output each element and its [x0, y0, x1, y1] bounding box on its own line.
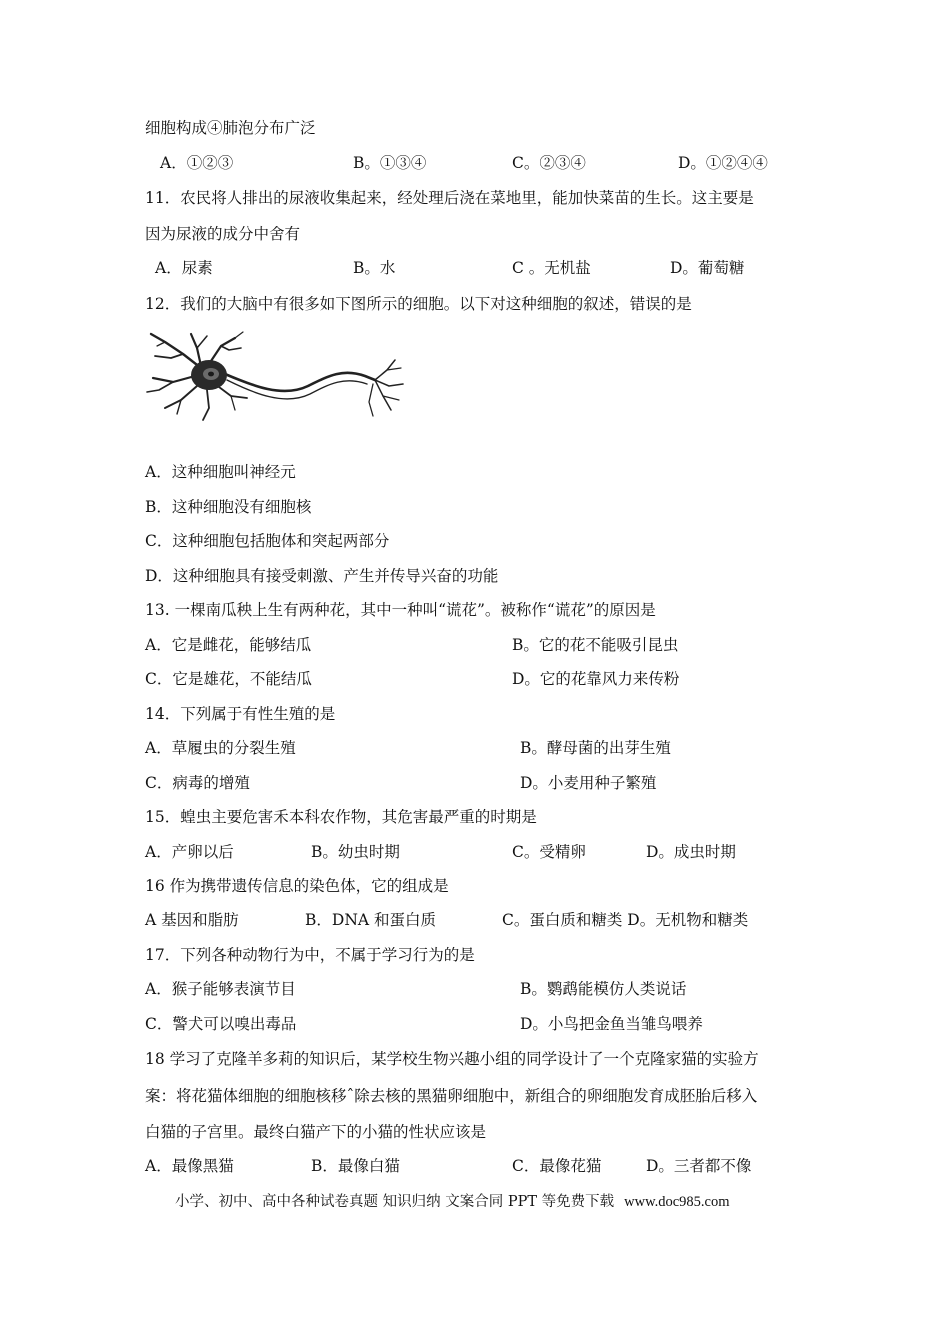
q16-stem: 16 作为携带遗传信息的染色体，它的组成是 [145, 877, 449, 895]
q10-option-d: D。①②④④ [678, 154, 768, 172]
q16-option-a: A 基因和脂肪 [145, 911, 239, 929]
q17-option-d: D。小鸟把金鱼当雏鸟喂养 [520, 1015, 703, 1033]
q14-stem: 14．下列属于有性生殖的是 [145, 705, 336, 723]
q17-option-b: B。鹦鹉能模仿人类说话 [520, 980, 687, 998]
q15-stem: 15．蝗虫主要危害禾本科农作物，其危害最严重的时期是 [145, 808, 537, 826]
q12-option-d: D．这种细胞具有接受刺激、产生并传导兴奋的功能 [145, 567, 499, 585]
q10-option-c: C。②③④ [512, 154, 586, 172]
q12-option-a: A．这种细胞叫神经元 [145, 463, 296, 481]
q14-option-d: D。小麦用种子繁殖 [520, 774, 657, 792]
q17-option-a: A．猴子能够表演节目 [145, 980, 296, 998]
q18-stem-line3: 白猫的子宫里。最终白猫产下的小猫的性状应该是 [145, 1123, 487, 1141]
q13-option-a: A．它是雌花，能够结瓜 [145, 636, 312, 654]
q18-option-a: A．最像黑猫 [145, 1157, 234, 1175]
q14-option-c: C．病毒的增殖 [145, 774, 250, 792]
q18-option-b: B．最像白猫 [311, 1157, 400, 1175]
q15-option-b: B。幼虫时期 [311, 843, 400, 861]
footer-text: 小学、初中、高中各种试卷真题 知识归纳 文案合同 PPT 等免费下载 [175, 1194, 615, 1210]
q15-option-c: C。受精卵 [512, 843, 586, 861]
q18-option-d: D。三者都不像 [646, 1157, 752, 1175]
q13-option-d: D。它的花靠风力来传粉 [512, 670, 680, 688]
q12-option-c: C．这种细胞包括胞体和突起两部分 [145, 532, 390, 550]
q16-option-cd: C。蛋白质和糖类 D。无机物和糖类 [502, 911, 749, 929]
q18-stem-line1: 18 学习了克隆羊多莉的知识后，某学校生物兴趣小组的同学设计了一个克隆家猫的实验方 [145, 1050, 759, 1068]
q11-option-d: D。葡萄糖 [670, 259, 745, 277]
q10-tail-text: 细胞构成④肺泡分布广泛 [145, 119, 316, 137]
q13-stem: 13. 一棵南瓜秧上生有两种花，其中一种叫“谎花”。被称作“谎花”的原因是 [145, 601, 656, 619]
q11-option-a: A．尿素 [155, 259, 213, 277]
q14-option-b: B。酵母菌的出芽生殖 [520, 739, 671, 757]
q13-option-c: C．它是雄花，不能结瓜 [145, 670, 312, 688]
q15-option-d: D。成虫时期 [646, 843, 736, 861]
q18-option-c: C．最像花猫 [512, 1157, 602, 1175]
footer-url[interactable]: www.doc985.com [624, 1194, 730, 1210]
q10-option-b: B。①③④ [353, 154, 427, 172]
q10-option-a: A．①②③ [160, 154, 234, 172]
q17-option-c: C．警犬可以嗅出毒品 [145, 1015, 297, 1033]
q18-stem-line2: 案：将花猫体细胞的细胞核移ˆ除去核的黑猫卵细胞中，新组合的卵细胞发育成胚胎后移入 [145, 1087, 758, 1105]
q14-option-a: A．草履虫的分裂生殖 [145, 739, 296, 757]
q13-option-b: B。它的花不能吸引昆虫 [512, 636, 679, 654]
q15-option-a: A．产卵以后 [145, 843, 234, 861]
page-footer [175, 1192, 730, 1212]
q12-stem: 12．我们的大脑中有很多如下图所示的细胞。以下对这种细胞的叙述，错误的是 [145, 295, 692, 313]
q11-option-b: B。水 [353, 259, 396, 277]
q16-option-b: B．DNA 和蛋白质 [305, 911, 437, 929]
q11-option-c: C 。无机盐 [512, 259, 591, 277]
q17-stem: 17．下列各种动物行为中，不属于学习行为的是 [145, 946, 475, 964]
neuron-figure [143, 328, 407, 424]
q12-option-b: B．这种细胞没有细胞核 [145, 498, 312, 516]
q11-stem-line1: 11．农民将人排出的尿液收集起来，经处理后浇在菜地里，能加快菜苗的生长。这主要是 [145, 189, 754, 207]
q11-stem-line2: 因为尿液的成分中舍有 [145, 225, 301, 243]
